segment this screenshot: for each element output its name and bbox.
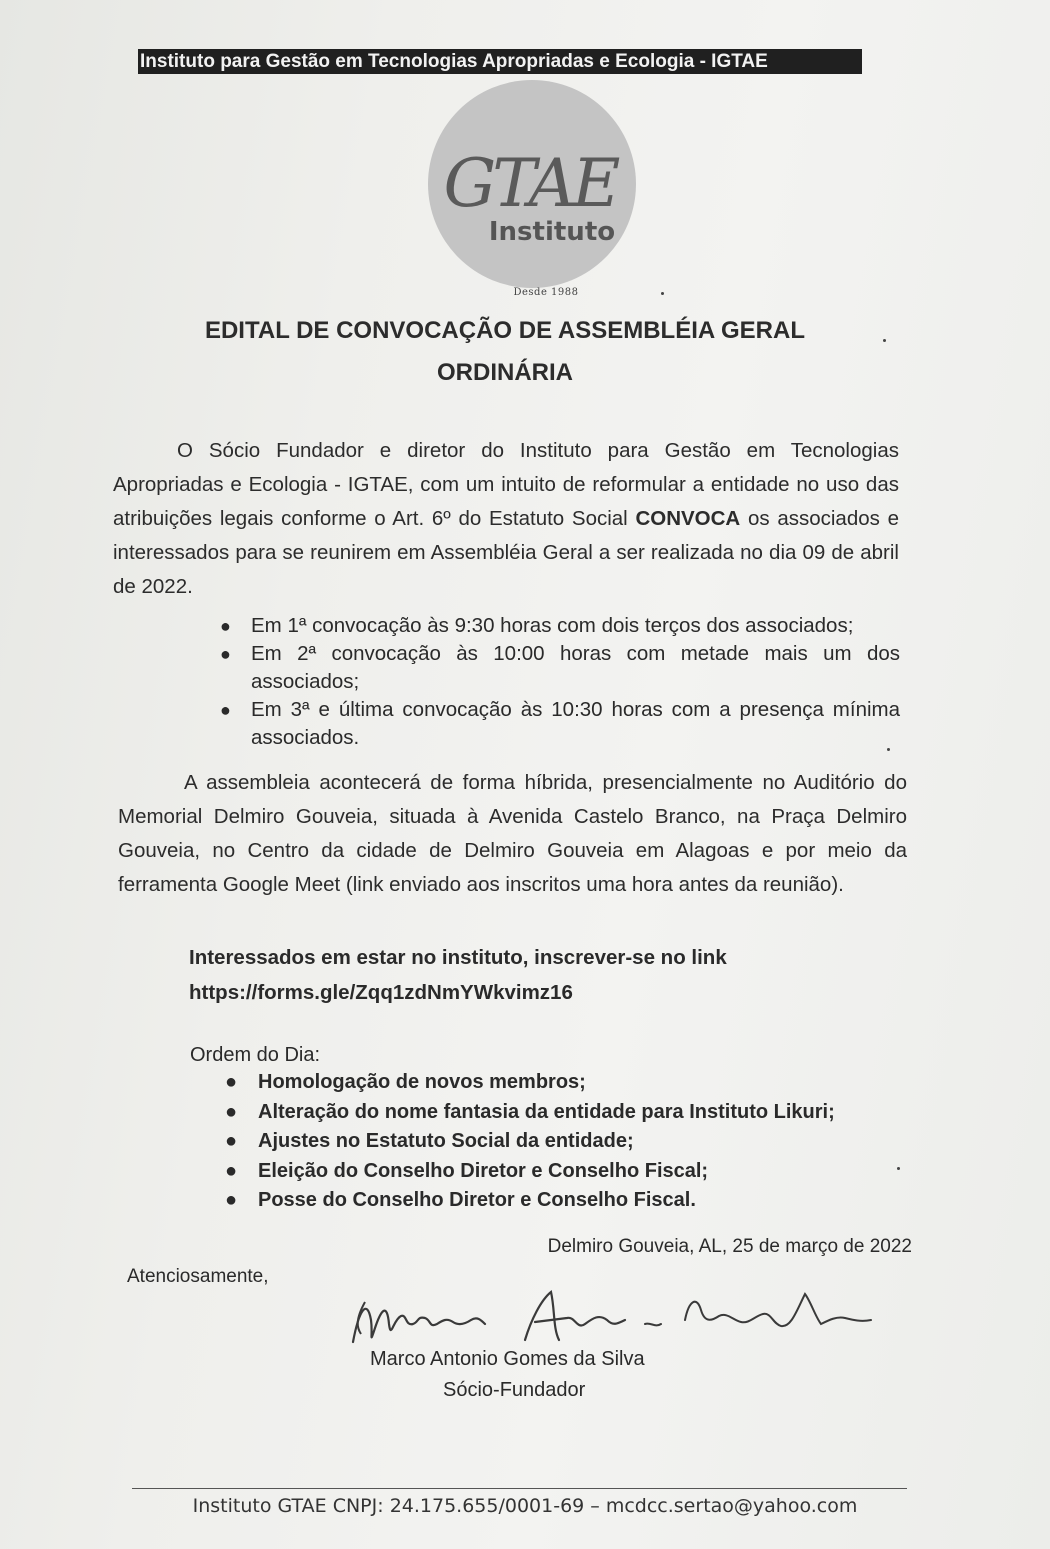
bullet-icon: ●	[225, 1189, 238, 1211]
footer: Instituto GTAE CNPJ: 24.175.655/0001-69 – mcdcc.sertao@yahoo.com	[192, 1495, 858, 1517]
speck-mark	[661, 292, 664, 295]
bullet-icon: ●	[220, 616, 231, 636]
footer-divider	[132, 1488, 907, 1489]
signer-role: Sócio-Fundador	[443, 1379, 586, 1401]
venue-text: A assembleia acontecerá de forma híbrida, presencialmente no Auditório do Memorial Delmiro Gouveia, situada à Avenida Castelo Branco, na Praça Delmiro Gouveia, no Centro da cidade de Delmiro Gouveia em Alagoas e por meio da ferramenta Google Meet (link enviado aos inscritos uma hora antes da reunião).	[118, 771, 907, 896]
bullet-icon: ●	[225, 1100, 238, 1123]
logo-since: Desde 1988	[513, 287, 579, 298]
intro-emphasis: CONVOCA	[635, 507, 741, 530]
closing: Atenciosamente,	[127, 1266, 269, 1287]
registration-link[interactable]: https://forms.gle/Zqq1zdNmYWkvimz16	[189, 981, 573, 1004]
logo-word: Instituto	[488, 217, 616, 247]
intro-text-end: os associados e interessados para se reunirem em Assembléia Geral a ser realizada no dia 09 de abril de 2022.	[113, 507, 899, 598]
intro-paragraph	[113, 434, 899, 604]
list-item: ● Em 1ª convocação às 9:30 horas com dois terços dos associados;	[220, 612, 900, 640]
place-date: Delmiro Gouveia, AL, 25 de março de 2022	[547, 1236, 912, 1257]
agenda-list	[225, 1068, 925, 1216]
venue-paragraph	[118, 766, 907, 902]
list-item: ● Eleição do Conselho Diretor e Conselho Fiscal;	[225, 1157, 925, 1187]
bullet-icon: ●	[225, 1130, 238, 1152]
document-title	[120, 310, 890, 394]
bullet-icon: ●	[220, 644, 231, 664]
list-item: ● Posse do Conselho Diretor e Conselho Fiscal.	[225, 1186, 925, 1216]
logo-mark: GTAE	[443, 145, 617, 222]
convocation-list	[220, 612, 900, 752]
speck-mark	[887, 748, 890, 751]
igtae-logo	[426, 78, 638, 298]
bullet-icon: ●	[220, 700, 231, 720]
list-item: ● Em 2ª convocação às 10:00 horas com metade mais um dos associados;	[220, 642, 900, 693]
list-item: ● Alteração do nome fantasia da entidade para Instituto Likuri;	[225, 1098, 925, 1128]
header-banner: Instituto para Gestão em Tecnologias Apropriadas e Ecologia - IGTAE	[138, 49, 862, 74]
title-line-1: EDITAL DE CONVOCAÇÃO DE ASSEMBLÉIA GERAL	[204, 317, 806, 344]
list-item: ● Em 3ª e última convocação às 10:30 horas com a presença mínima associados.	[220, 698, 900, 749]
bullet-icon: ●	[225, 1071, 238, 1093]
list-item: ● Homologação de novos membros;	[225, 1068, 925, 1098]
intro-text: O Sócio Fundador e diretor do Instituto para Gestão em Tecnologias Apropriadas e Ecologia - IGTAE, com um intuito de reformular a entidade no uso das atribuições legais conforme o Art. 6º do Estatuto Social	[113, 439, 899, 530]
list-item: ● Ajustes no Estatuto Social da entidade;	[225, 1127, 925, 1157]
registration-block	[189, 940, 889, 1010]
signer-name: Marco Antonio Gomes da Silva	[370, 1348, 645, 1370]
speck-mark	[883, 339, 886, 342]
agenda-label: Ordem do Dia:	[190, 1044, 321, 1066]
title-line-2: ORDINÁRIA	[437, 359, 573, 386]
bullet-icon: ●	[225, 1159, 238, 1182]
speck-mark	[897, 1167, 900, 1170]
registration-text: Interessados em estar no instituto, inscrever-se no link	[189, 946, 727, 969]
